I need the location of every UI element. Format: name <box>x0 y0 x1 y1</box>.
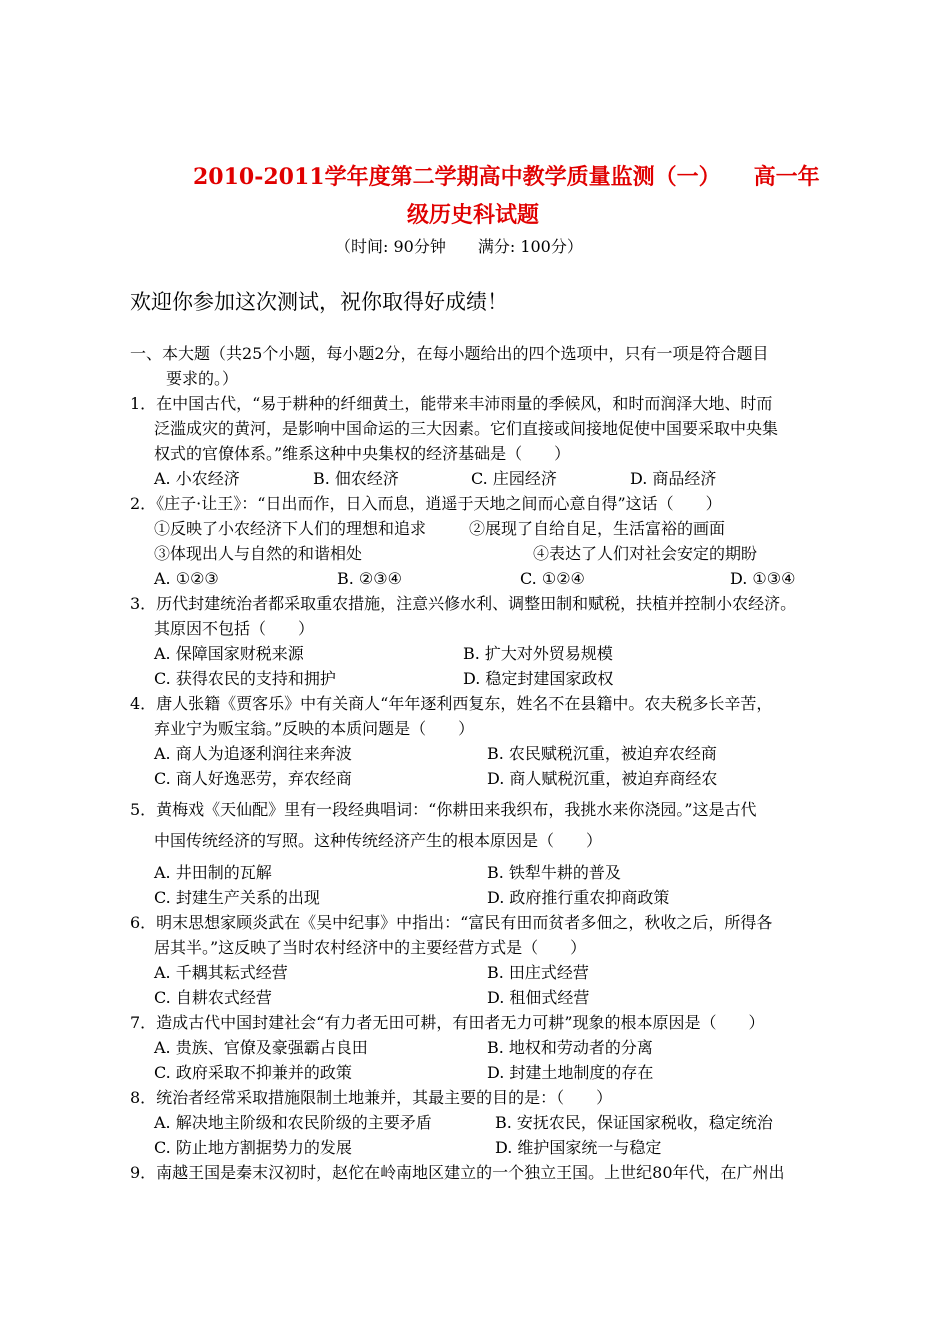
q9-stem-line1: 9．南越王国是秦末汉初时，赵佗在岭南地区建立的一个独立王国。上世纪80年代，在广州出 <box>130 1163 785 1182</box>
q6-option-d: D. 租佃式经营 <box>487 988 590 1007</box>
q8-stem-line1: 8．统治者经常采取措施限制土地兼并，其最主要的目的是：（ ） <box>130 1088 613 1107</box>
q4-option-a: A. 商人为追逐利润往来奔波 <box>154 744 352 763</box>
q8-option-d: D. 维护国家统一与稳定 <box>495 1138 662 1157</box>
q3-option-a: A. 保障国家财税来源 <box>154 644 304 663</box>
q4-stem-line2: 弃业宁为贩宝翁。”反映的本质问题是（ ） <box>154 719 475 738</box>
section-instruction-line1: 一、本大题（共25个小题，每小题2分，在每小题给出的四个选项中，只有一项是符合题目 <box>130 344 769 363</box>
q2-statement-2: ②展现了自给自足，生活富裕的画面 <box>469 519 726 538</box>
q1-option-b: B. 佃农经济 <box>313 469 399 488</box>
exam-title-line1: 2010-2011学年度第二学期高中教学质量监测（一） 高一年 <box>193 164 820 190</box>
q6-option-a: A. 千耦其耘式经营 <box>154 963 288 982</box>
q2-option-c: C. ①②④ <box>520 569 585 588</box>
q3-option-d: D. 稳定封建国家政权 <box>463 669 614 688</box>
q5-option-a: A. 井田制的瓦解 <box>154 863 272 882</box>
q4-option-d: D. 商人赋税沉重，被迫弃商经农 <box>487 769 718 788</box>
q6-option-b: B. 田庄式经营 <box>487 963 589 982</box>
q1-option-d: D. 商品经济 <box>630 469 717 488</box>
greeting: 欢迎你参加这次测试，祝你取得好成绩！ <box>130 290 508 314</box>
q5-stem-line2: 中国传统经济的写照。这种传统经济产生的根本原因是（ ） <box>154 831 603 850</box>
q4-option-b: B. 农民赋税沉重，被迫弃农经商 <box>487 744 717 763</box>
q2-option-a: A. ①②③ <box>154 569 219 588</box>
section-instruction-line2: 要求的。） <box>166 369 239 388</box>
q3-stem-line2: 其原因不包括（ ） <box>154 619 315 638</box>
q2-statement-1: ①反映了小农经济下人们的理想和追求 <box>154 519 427 538</box>
exam-title-line2: 级历史科试题 <box>407 202 540 228</box>
q5-option-c: C. 封建生产关系的出现 <box>154 888 320 907</box>
q7-option-a: A. 贵族、官僚及豪强霸占良田 <box>154 1038 368 1057</box>
q6-stem-line1: 6．明末思想家顾炎武在《吴中纪事》中指出：“富民有田而贫者多佃之，秋收之后，所得各 <box>130 913 773 932</box>
q6-stem-line2: 居其半。”这反映了当时农村经济中的主要经营方式是（ ） <box>154 938 587 957</box>
q5-option-d: D. 政府推行重农抑商政策 <box>487 888 670 907</box>
q6-option-c: C. 自耕农式经营 <box>154 988 272 1007</box>
q1-option-c: C. 庄园经济 <box>471 469 557 488</box>
q8-option-a: A. 解决地主阶级和农民阶级的主要矛盾 <box>154 1113 432 1132</box>
q7-stem-line1: 7．造成古代中国封建社会“有力者无田可耕，有田者无力可耕”现象的根本原因是（ ） <box>130 1013 765 1032</box>
q7-option-c: C. 政府采取不抑兼并的政策 <box>154 1063 352 1082</box>
q5-option-b: B. 铁犁牛耕的普及 <box>487 863 621 882</box>
q7-option-d: D. 封建土地制度的存在 <box>487 1063 654 1082</box>
exam-subtitle: （时间: 90分钟 满分: 100分） <box>335 237 583 256</box>
q2-option-d: D. ①③④ <box>730 569 796 588</box>
q1-stem-line1: 1．在中国古代，“易于耕种的纤细黄土，能带来丰沛雨量的季候风，和时而润泽大地、时而 <box>130 394 773 413</box>
q8-option-b: B. 安抚农民，保证国家税收，稳定统治 <box>495 1113 773 1132</box>
q1-stem-line3: 权式的官僚体系。”维系这种中央集权的经济基础是（ ） <box>154 444 571 463</box>
q8-option-c: C. 防止地方割据势力的发展 <box>154 1138 352 1157</box>
q2-stem-line1: 2．《庄子·让王》：“日出而作，日入而息，逍遥于天地之间而心意自得”这话（ ） <box>130 494 722 513</box>
q7-option-b: B. 地权和劳动者的分离 <box>487 1038 653 1057</box>
q3-option-c: C. 获得农民的支持和拥护 <box>154 669 336 688</box>
q2-statement-4: ④表达了人们对社会安定的期盼 <box>533 544 758 563</box>
q4-option-c: C. 商人好逸恶劳，弃农经商 <box>154 769 352 788</box>
q3-stem-line1: 3．历代封建统治者都采取重农措施，注意兴修水利、调整田制和赋税，扶植并控制小农经济。 <box>130 594 797 613</box>
q4-stem-line1: 4．唐人张籍《贾客乐》中有关商人“年年逐利西复东，姓名不在县籍中。农夫税多长辛苦， <box>130 694 773 713</box>
q5-stem-line1: 5．黄梅戏《天仙配》里有一段经典唱词：“你耕田来我织布，我挑水来你浇园。”这是古代 <box>130 800 757 819</box>
q1-option-a: A. 小农经济 <box>154 469 240 488</box>
q1-stem-line2: 泛滥成灾的黄河，是影响中国命运的三大因素。它们直接或间接地促使中国要采取中央集 <box>154 419 779 438</box>
q3-option-b: B. 扩大对外贸易规模 <box>463 644 613 663</box>
q2-statement-3: ③体现出人与自然的和谐相处 <box>154 544 363 563</box>
q2-option-b: B. ②③④ <box>337 569 402 588</box>
